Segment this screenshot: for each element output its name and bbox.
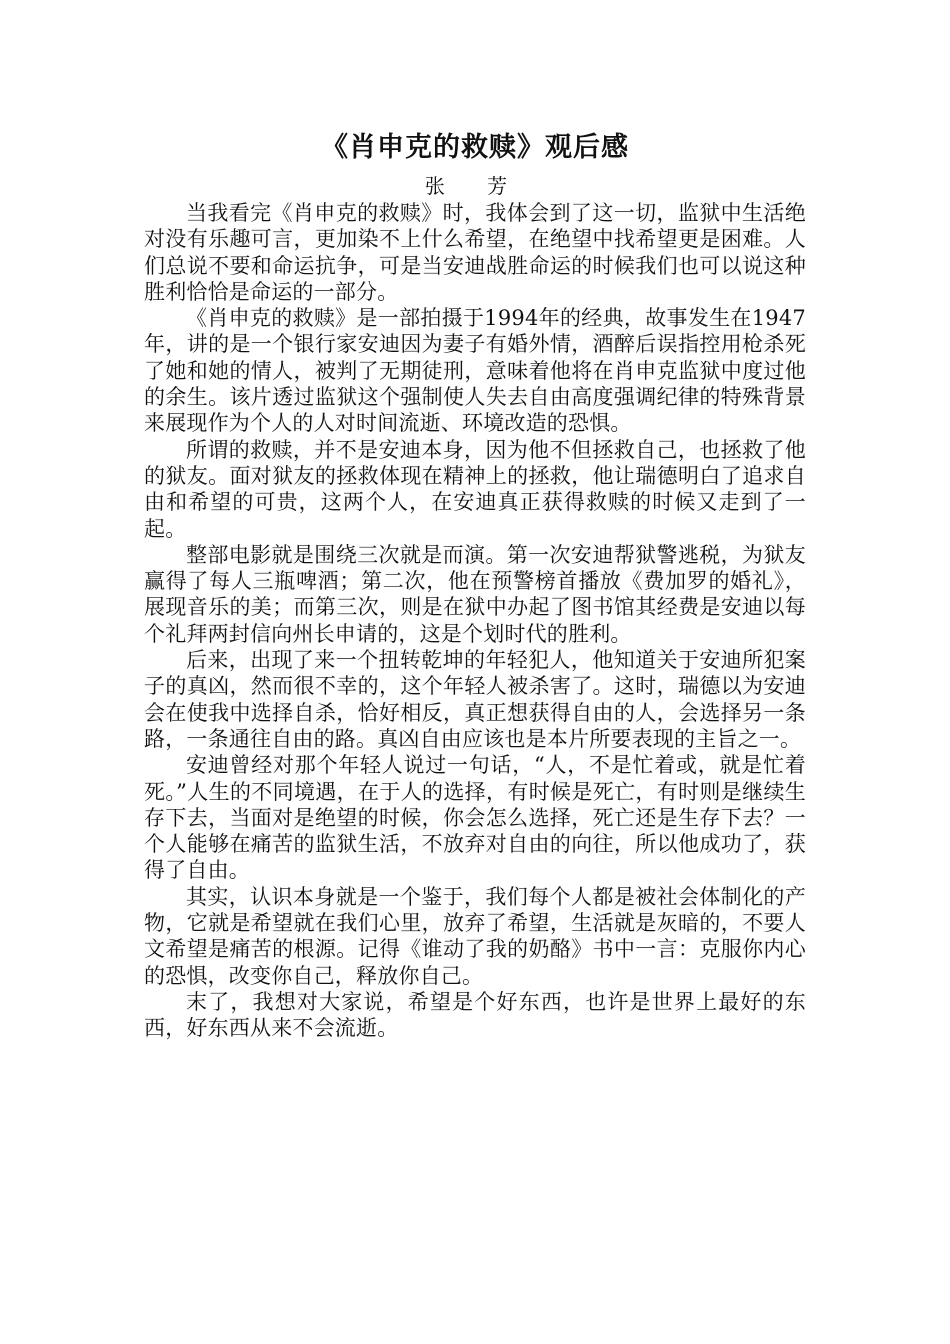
paragraph-7: 其实，认识本身就是一个鉴于，我们每个人都是被社会体制化的产物，它就是希望就在我们心里，放弃了希望，生活就是灰暗的，不要人文希望是痛苦的根源。记得《谁动了我的奶酪》书中一言：克服你内心的恐惧，改变你自己，释放你自己。 xyxy=(144,884,806,988)
document-author: 张 芳 xyxy=(424,174,526,198)
document-title: 《肖申克的救赎》观后感 xyxy=(321,132,629,163)
paragraph-2: 《肖申克的救赎》是一部拍摄于1994年的经典，故事发生在1947年，讲的是一个银行家安迪因为妻子有婚外情，酒醉后误指控用枪杀死了她和她的情人，被判了无期徒刑，意味着他将在肖申克监狱中度过他的余生。该片透过监狱这个强制使人失去自由高度强调纪律的特殊背景来展现作为个人的人对时间流逝、环境改造的恐惧。 xyxy=(144,306,806,436)
paragraph-3: 所谓的救赎，并不是安迪本身，因为他不但拯救自己，也拯救了他的狱友。面对狱友的拯救体现在精神上的拯救，他让瑞德明白了追求自由和希望的可贵，这两个人，在安迪真正获得救赎的时候又走到了一起。 xyxy=(144,437,806,541)
paragraph-4: 整部电影就是围绕三次就是而演。第一次安迪帮狱警逃税，为狱友赢得了每人三瓶啤酒；第二次，他在预警榜首播放《费加罗的婚礼》，展现音乐的美；而第三次，则是在狱中办起了图书馆其经费是安迪以每个礼拜两封信向州长申请的，这是个划时代的胜利。 xyxy=(144,542,806,646)
paragraph-5: 后来，出现了来一个扭转乾坤的年轻犯人，他知道关于安迪所犯案子的真凶，然而很不幸的，这个年轻人被杀害了。这时，瑞德以为安迪会在使我中选择自杀，恰好相反，真正想获得自由的人，会选择另一条路，一条通往自由的路。真凶自由应该也是本片所要表现的主旨之一。 xyxy=(144,648,806,751)
paragraph-6: 安迪曾经对那个年轻人说过一句话，“人，不是忙着或，就是忙着死。”人生的不同境遇，在于人的选择，有时候是死亡，有时则是继续生存下去，当面对是绝望的时候，你会怎么选择，死亡还是生存下去？一个人能够在痛苦的监狱生活，不放弃对自由的向往，所以他成功了，获得了自由。 xyxy=(144,753,806,883)
paragraph-1: 当我看完《肖申克的救赎》时，我体会到了这一切，监狱中生活绝对没有乐趣可言，更加染不上什么希望，在绝望中找希望更是困难。人们总说不要和命运抗争，可是当安迪战胜命运的时候我们也可以说这种胜利恰恰是命运的一部分。 xyxy=(144,201,806,304)
document-page xyxy=(144,128,806,1042)
paragraph-8: 末了，我想对大家说，希望是个好东西，也许是世界上最好的东西，好东西从来不会流逝。 xyxy=(144,989,806,1041)
